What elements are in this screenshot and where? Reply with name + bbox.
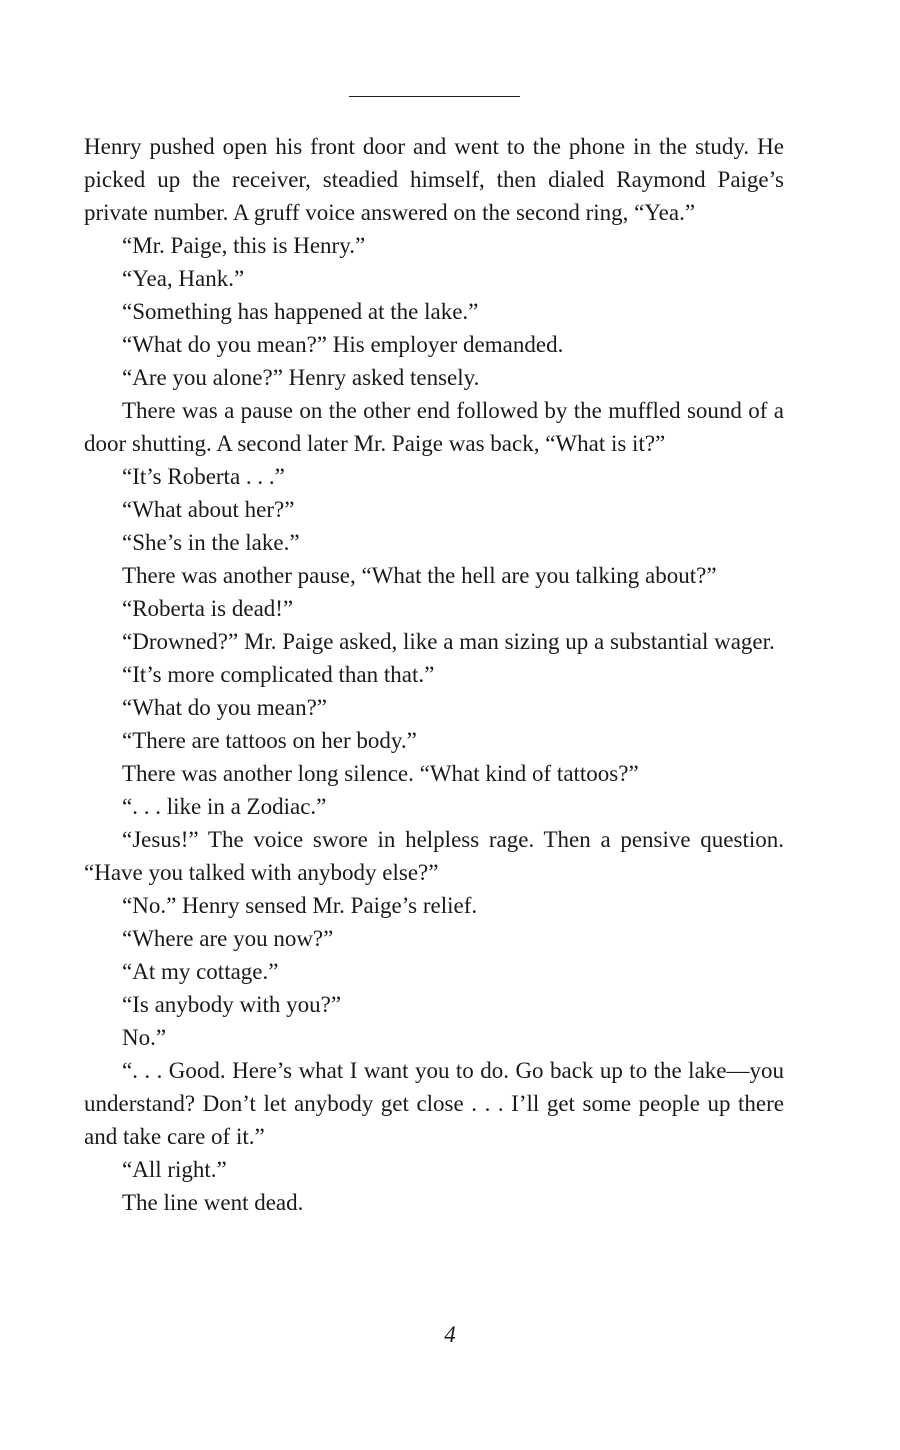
section-divider	[349, 96, 520, 97]
paragraph: “Is anybody with you?”	[122, 992, 342, 1017]
paragraph: “. . . Good. Here’s what I want you to do. Go back up to the lake—you understand? Don’t let anybody get close . . . I’ll get some people up there and take care of it.”	[84, 1058, 784, 1149]
paragraph: “It’s more complicated than that.”	[122, 662, 435, 687]
paragraph: There was a pause on the other end followed by the muffled sound of a door shutting. A second later Mr. Paige was back, “What is it?”	[84, 398, 784, 456]
paragraph: The line went dead.	[122, 1190, 304, 1215]
paragraph: Henry pushed open his front door and went to the phone in the study. He picked up the receiver, steadied himself, then dialed Raymond Paige’s private number. A gruff voice answered on the second ring, “Yea.”	[84, 134, 784, 225]
paragraph: “Something has happened at the lake.”	[122, 299, 479, 324]
paragraph: “Mr. Paige, this is Henry.”	[122, 233, 366, 258]
paragraph: “Drowned?” Mr. Paige asked, like a man sizing up a substantial wager.	[122, 629, 775, 654]
paragraph: “There are tattoos on her body.”	[122, 728, 417, 753]
paragraph: “Jesus!” The voice swore in helpless rage. Then a pensive question. “Have you talked with anybody else?”	[84, 827, 784, 885]
body-text	[84, 130, 784, 1219]
page-number: 4	[444, 1322, 456, 1347]
paragraph: “She’s in the lake.”	[122, 530, 300, 555]
paragraph: “Where are you now?”	[122, 926, 334, 951]
paragraph: “. . . like in a Zodiac.”	[122, 794, 327, 819]
paragraph: “What do you mean?” His employer demanded.	[122, 332, 564, 357]
paragraph: No.”	[122, 1025, 167, 1050]
paragraph: “Roberta is dead!”	[122, 596, 294, 621]
paragraph: “It’s Roberta . . .”	[122, 464, 285, 489]
paragraph: “What about her?”	[122, 497, 295, 522]
paragraph: “All right.”	[122, 1157, 227, 1182]
paragraph: “Are you alone?” Henry asked tensely.	[122, 365, 480, 390]
paragraph: “No.” Henry sensed Mr. Paige’s relief.	[122, 893, 478, 918]
paragraph: “At my cottage.”	[122, 959, 279, 984]
paragraph: “What do you mean?”	[122, 695, 327, 720]
paragraph: “Yea, Hank.”	[122, 266, 245, 291]
paragraph: There was another pause, “What the hell are you talking about?”	[122, 563, 717, 588]
paragraph: There was another long silence. “What kind of tattoos?”	[122, 761, 639, 786]
